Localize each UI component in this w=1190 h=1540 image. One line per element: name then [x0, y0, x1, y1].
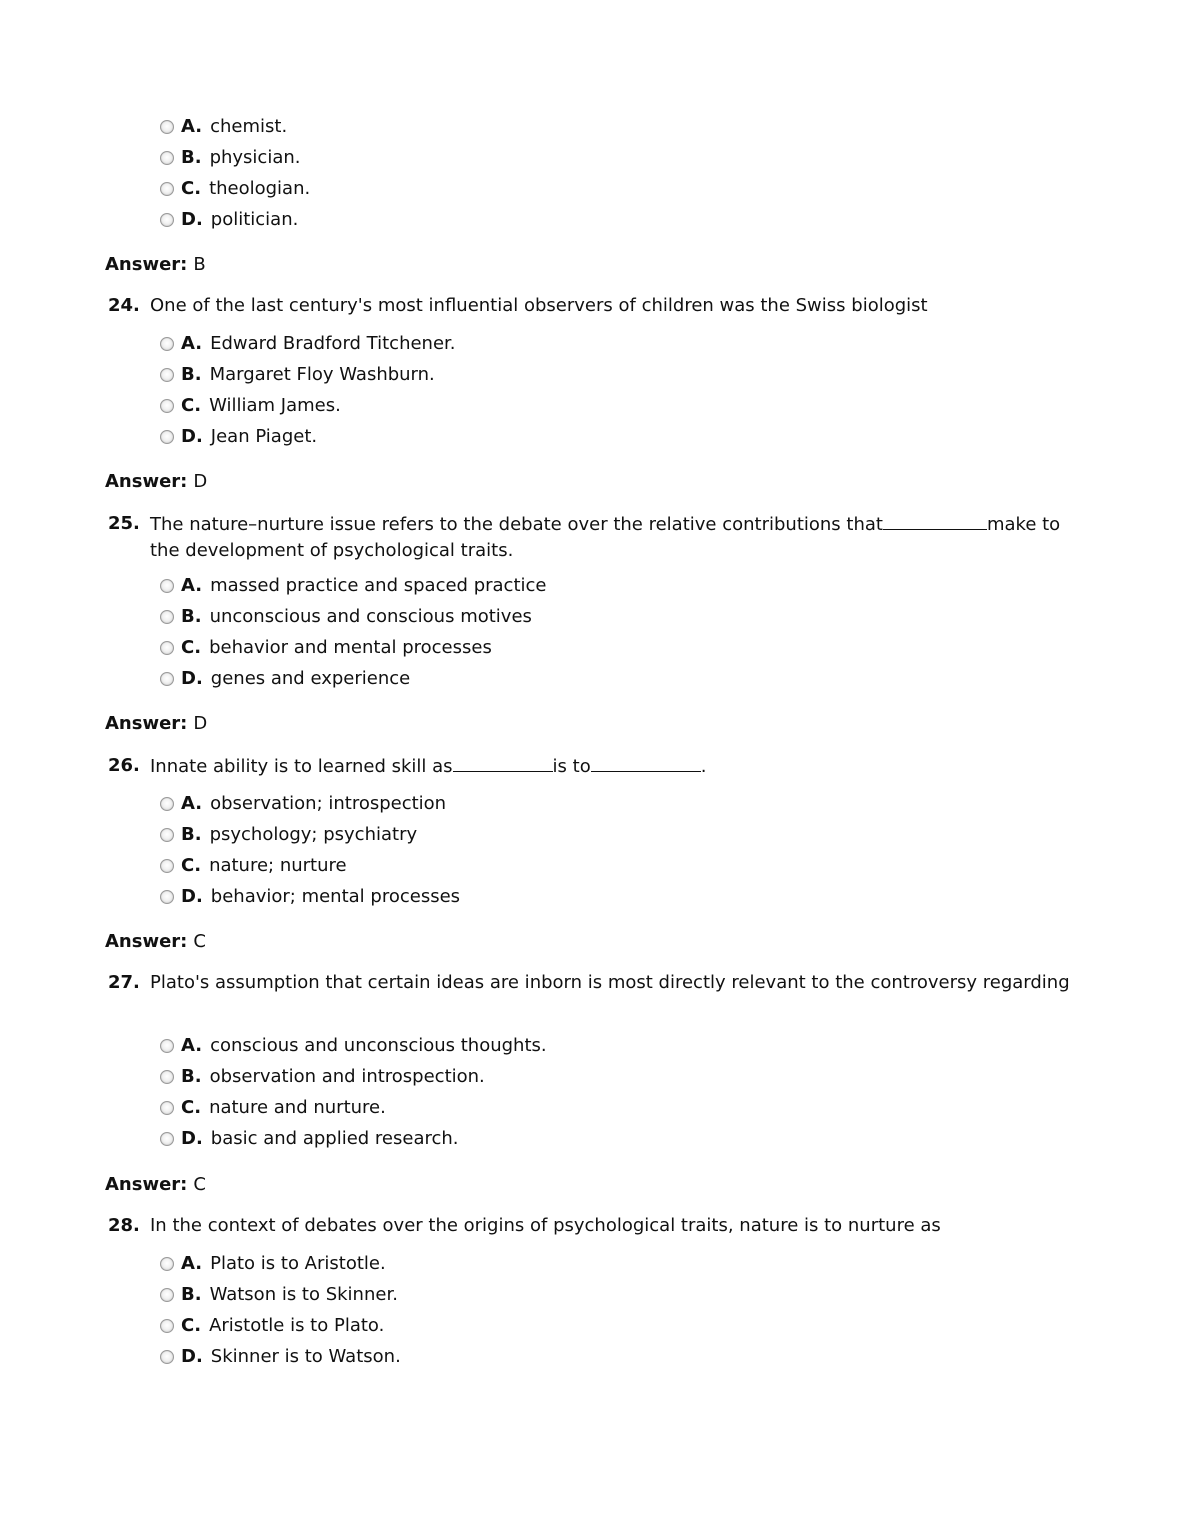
q26-options: [0, 788, 1190, 912]
q26-option-c[interactable]: C. nature; nurture: [160, 850, 1190, 881]
q26-option-d[interactable]: D. behavior; mental processes: [160, 881, 1190, 912]
radio-icon[interactable]: [160, 1350, 174, 1364]
q26-option-a[interactable]: A. observation; introspection: [160, 788, 1190, 819]
q23-options: [0, 111, 1190, 235]
radio-icon[interactable]: [160, 337, 174, 351]
answer-blank: [453, 753, 553, 772]
radio-icon[interactable]: [160, 890, 174, 904]
q24-option-d[interactable]: D. Jean Piaget.: [160, 421, 1190, 452]
q27-options: [0, 1030, 1190, 1154]
q23-option-d[interactable]: D. politician.: [160, 204, 1190, 235]
q28-options: [0, 1248, 1190, 1372]
radio-icon[interactable]: [160, 1101, 174, 1115]
radio-icon[interactable]: [160, 182, 174, 196]
question-number: 28.: [108, 1215, 140, 1236]
question-text: One of the last century's most influential observers of children was the Swiss biologist: [150, 295, 928, 316]
radio-icon[interactable]: [160, 213, 174, 227]
question-number: 26.: [108, 755, 140, 776]
radio-icon[interactable]: [160, 828, 174, 842]
q26-question: [108, 753, 1078, 780]
question-number: 24.: [108, 295, 140, 316]
q25-option-d[interactable]: D. genes and experience: [160, 663, 1190, 694]
q24-option-a[interactable]: A. Edward Bradford Titchener.: [160, 328, 1190, 359]
q25-question: [108, 511, 1078, 564]
radio-icon[interactable]: [160, 672, 174, 686]
q28-question: [108, 1213, 1078, 1239]
radio-icon[interactable]: [160, 151, 174, 165]
answer-blank: [591, 753, 701, 772]
q27-answer: Answer: C: [105, 1174, 206, 1195]
question-number: 25.: [108, 513, 140, 534]
radio-icon[interactable]: [160, 368, 174, 382]
q24-option-c[interactable]: C. William James.: [160, 390, 1190, 421]
q25-option-c[interactable]: C. behavior and mental processes: [160, 632, 1190, 663]
radio-icon[interactable]: [160, 1288, 174, 1302]
q24-options: [0, 328, 1190, 452]
radio-icon[interactable]: [160, 859, 174, 873]
question-text: The nature–nurture issue refers to the debate over the relative contributions that make to the development of psychological traits.: [150, 511, 1078, 564]
radio-icon[interactable]: [160, 430, 174, 444]
q24-question: [108, 293, 1078, 319]
q27-option-a[interactable]: A. conscious and unconscious thoughts.: [160, 1030, 1190, 1061]
q23-option-b[interactable]: B. physician.: [160, 142, 1190, 173]
question-text: In the context of debates over the origins of psychological traits, nature is to nurture as: [150, 1215, 941, 1236]
q28-option-a[interactable]: A. Plato is to Aristotle.: [160, 1248, 1190, 1279]
q27-option-c[interactable]: C. nature and nurture.: [160, 1092, 1190, 1123]
radio-icon[interactable]: [160, 641, 174, 655]
question-number: 27.: [108, 972, 140, 993]
q27-question: [108, 970, 1078, 996]
q27-option-d[interactable]: D. basic and applied research.: [160, 1123, 1190, 1154]
q24-option-b[interactable]: B. Margaret Floy Washburn.: [160, 359, 1190, 390]
q27-option-b[interactable]: B. observation and introspection.: [160, 1061, 1190, 1092]
radio-icon[interactable]: [160, 1319, 174, 1333]
answer-blank: [883, 511, 987, 530]
q25-option-b[interactable]: B. unconscious and conscious motives: [160, 601, 1190, 632]
radio-icon[interactable]: [160, 797, 174, 811]
radio-icon[interactable]: [160, 1132, 174, 1146]
q25-answer: Answer: D: [105, 713, 208, 734]
q28-option-c[interactable]: C. Aristotle is to Plato.: [160, 1310, 1190, 1341]
question-text: Innate ability is to learned skill as is to .: [150, 753, 1078, 780]
radio-icon[interactable]: [160, 610, 174, 624]
radio-icon[interactable]: [160, 399, 174, 413]
q23-option-c[interactable]: C. theologian.: [160, 173, 1190, 204]
q25-options: [0, 570, 1190, 694]
radio-icon[interactable]: [160, 1070, 174, 1084]
q25-option-a[interactable]: A. massed practice and spaced practice: [160, 570, 1190, 601]
q28-option-d[interactable]: D. Skinner is to Watson.: [160, 1341, 1190, 1372]
radio-icon[interactable]: [160, 579, 174, 593]
radio-icon[interactable]: [160, 120, 174, 134]
q26-option-b[interactable]: B. psychology; psychiatry: [160, 819, 1190, 850]
question-text: Plato's assumption that certain ideas are inborn is most directly relevant to the controversy regarding: [150, 972, 1070, 993]
q28-option-b[interactable]: B. Watson is to Skinner.: [160, 1279, 1190, 1310]
radio-icon[interactable]: [160, 1257, 174, 1271]
q26-answer: Answer: C: [105, 931, 206, 952]
q24-answer: Answer: D: [105, 471, 208, 492]
q23-option-a[interactable]: A. chemist.: [160, 111, 1190, 142]
radio-icon[interactable]: [160, 1039, 174, 1053]
q23-answer: Answer: B: [105, 254, 206, 275]
